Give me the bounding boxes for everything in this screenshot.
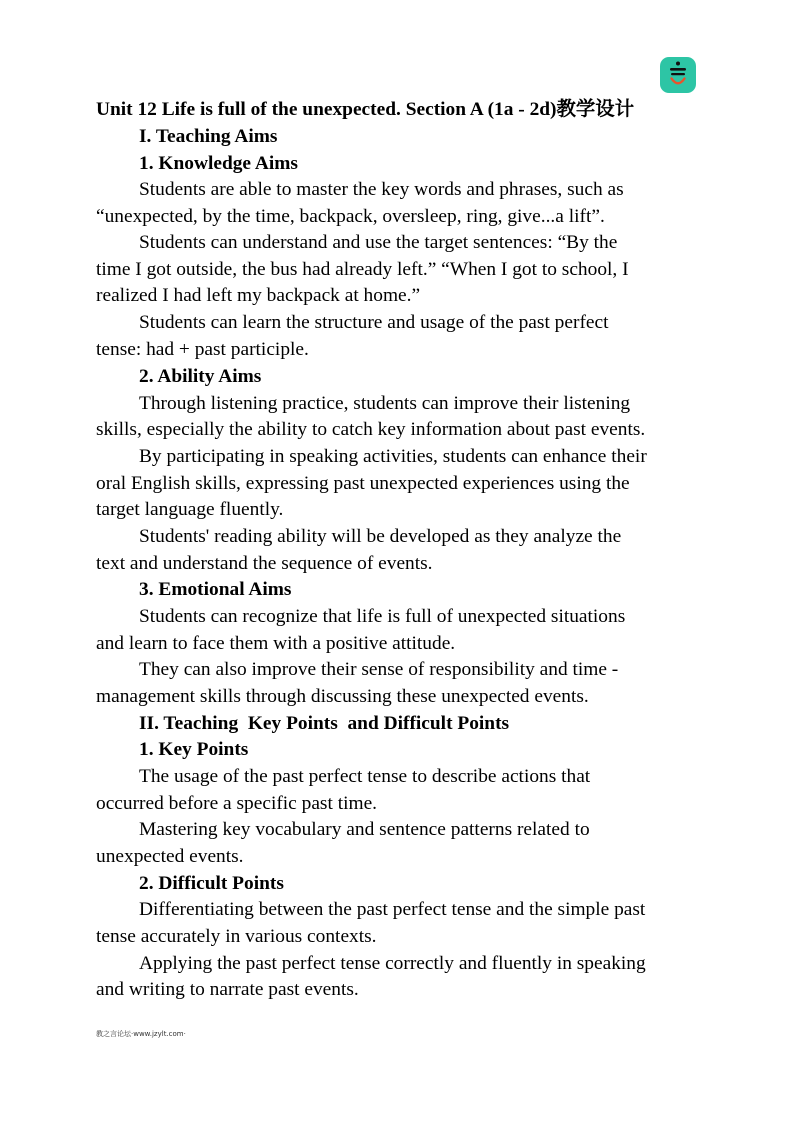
- paragraph-line: Students are able to master the key words and phrases, such as: [139, 179, 624, 200]
- paragraph-line: oral English skills, expressing past unexpected experiences using the: [96, 473, 630, 494]
- paragraph-line: They can also improve their sense of responsibility and time -: [139, 659, 619, 680]
- paragraph-line: unexpected events.: [96, 846, 244, 867]
- heading-emotional-aims: 3. Emotional Aims: [139, 579, 292, 600]
- paragraph-line: and learn to face them with a positive attitude.: [96, 633, 456, 654]
- paragraph-line: skills, especially the ability to catch key information about past events.: [96, 419, 646, 440]
- paragraph-line: time I got outside, the bus had already left.” “When I got to school, I: [96, 259, 629, 280]
- paragraph-line: The usage of the past perfect tense to describe actions that: [139, 766, 591, 787]
- paragraph-line: Students' reading ability will be developed as they analyze the: [139, 526, 622, 547]
- document-logo-icon: [660, 57, 696, 93]
- paragraph-line: realized I had left my backpack at home.”: [96, 285, 421, 306]
- paragraph-line: Differentiating between the past perfect tense and the simple past: [139, 899, 646, 920]
- paragraph-line: target language fluently.: [96, 499, 284, 520]
- paragraph-line: Applying the past perfect tense correctly and fluently in speaking: [139, 953, 646, 974]
- paragraph-line: “unexpected, by the time, backpack, oversleep, ring, give...a lift”.: [96, 206, 605, 227]
- paragraph-line: By participating in speaking activities, students can enhance their: [139, 446, 647, 467]
- paragraph-line: management skills through discussing these unexpected events.: [96, 686, 589, 707]
- heading-ability-aims: 2. Ability Aims: [139, 366, 262, 387]
- heading-key-difficult-points: II. Teaching Key Points and Difficult Points: [139, 713, 510, 734]
- paragraph-line: Mastering key vocabulary and sentence patterns related to: [139, 819, 590, 840]
- paragraph-line: and writing to narrate past events.: [96, 979, 359, 1000]
- document-title: Unit 12 Life is full of the unexpected. Section A (1a - 2d)教学设计: [96, 99, 635, 120]
- paragraph-line: tense: had + past participle.: [96, 339, 309, 360]
- heading-teaching-aims: I. Teaching Aims: [139, 126, 278, 147]
- paragraph-line: Students can learn the structure and usage of the past perfect: [139, 312, 609, 333]
- footer-watermark-text: 教之言论坛·www.jzylt.com·: [96, 1030, 186, 1038]
- paragraph-line: Students can recognize that life is full of unexpected situations: [139, 606, 626, 627]
- paragraph-line: text and understand the sequence of events.: [96, 553, 433, 574]
- paragraph-line: occurred before a specific past time.: [96, 793, 378, 814]
- paragraph-line: Students can understand and use the target sentences: “By the: [139, 232, 618, 253]
- heading-knowledge-aims: 1. Knowledge Aims: [139, 153, 298, 174]
- paragraph-line: tense accurately in various contexts.: [96, 926, 377, 947]
- heading-difficult-points: 2. Difficult Points: [139, 873, 284, 894]
- heading-key-points: 1. Key Points: [139, 739, 249, 760]
- paragraph-line: Through listening practice, students can improve their listening: [139, 393, 631, 414]
